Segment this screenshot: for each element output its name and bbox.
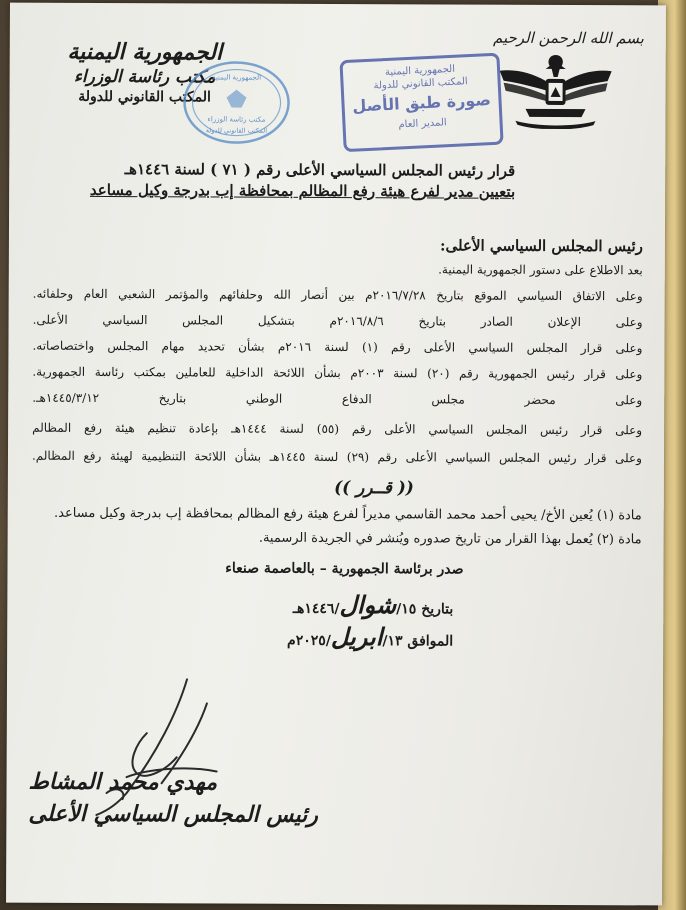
date-hijri-month: شوال xyxy=(339,590,397,620)
issued-at: صدر برئاسة الجمهورية – بالعاصمة صنعاء xyxy=(225,560,464,578)
eagle-emblem-icon xyxy=(495,47,615,130)
decree-title: قرار رئيس المجلس السياسي الأعلى رقم ( ٧١ ) لسنة ١٤٤٦هـ xyxy=(124,160,516,180)
certified-copy-stamp xyxy=(339,53,503,153)
date-gregorian xyxy=(287,622,453,652)
signatory-title: رئيس المجلس السياسي الأعلى xyxy=(28,800,318,828)
signatory-name: مهدي محمد المشاط xyxy=(28,768,218,796)
decree-subject: بتعيين مدير لفرع هيئة رفع المظالم بمحافظة إب بدرجة وكيل مساعد xyxy=(89,180,516,201)
decree-document xyxy=(6,3,666,906)
round-seal xyxy=(181,59,291,145)
stamp-line-office: المكتب القانوني للدولة xyxy=(373,76,468,92)
stamp-line-certified: صورة طبق الأصل xyxy=(351,90,492,116)
basmala: بسم الله الرحمن الرحيم xyxy=(493,28,644,48)
preamble-line: وعلى قرار رئيس المجلس السياسي الأعلى رقم (٢٩) لسنة ١٤٤٥هـ بشأن اللائحة التنظيمية لهيئة رفع المظالم. xyxy=(31,448,642,466)
header-legal-office: المكتب القانوني للدولة xyxy=(78,88,211,106)
header-office: مكتب رئاسة الوزراء xyxy=(73,66,216,88)
seal-text-bottom: المكتب القانوني للدولة xyxy=(205,126,268,135)
header-republic: الجمهورية اليمنية xyxy=(67,38,223,66)
preamble-line: بعد الاطلاع على دستور الجمهورية اليمنية. xyxy=(438,262,643,278)
seal-text-top: الجمهورية اليمنية xyxy=(212,73,262,82)
date-greg-suffix: /٢٠٢٥م xyxy=(287,632,331,649)
addressee: رئيس المجلس السياسي الأعلى: xyxy=(439,236,643,256)
date-hijri-suffix: /١٤٤٦هـ xyxy=(292,600,340,618)
date-greg-prefix: الموافق ١٣/ xyxy=(382,633,454,650)
date-hijri xyxy=(293,590,454,620)
preamble-line: وعلى الإعلان الصادر بتاريخ ٢٠١٦/٨/٦م بتشكيل المجلس السياسي الأعلى. xyxy=(32,312,643,330)
article-1: مادة (١) يُعين الأخ/ يحيى أحمد محمد القاسمي مديراً لفرع هيئة رفع المظالم بمحافظة إب بدرجة وكيل مساعد. xyxy=(54,505,642,524)
preamble-line: وعلى الاتفاق السياسي الموقع بتاريخ ٢٠١٦/٧/٢٨م بين أنصار الله وحلفائهم والمؤتمر الشعبي العام وحلفائه. xyxy=(32,286,643,304)
preamble-line: وعلى قرار المجلس السياسي الأعلى رقم (١) لسنة ٢٠١٦م بشأن تحديد مهام المجلس واختصاصاته. xyxy=(32,338,643,356)
preamble-line: وعلى قرار رئيس المجلس السياسي الأعلى رقم (٥٥) لسنة ١٤٤٤هـ بإعادة تنظيم هيئة رفع المظالم xyxy=(32,420,643,438)
stamp-line-republic: الجمهورية اليمنية xyxy=(384,63,456,79)
stamp-line-director: المدير العام xyxy=(398,117,447,131)
date-greg-month: ابريل xyxy=(330,621,383,652)
article-2: مادة (٢) يُعمل بهذا القرار من تاريخ صدوره ويُنشر في الجريدة الرسمية. xyxy=(258,530,642,548)
preamble-line: وعلى محضر مجلس الدفاع الوطني بتاريخ ١٤٤٥/٣/١٢هـ. xyxy=(32,390,643,408)
decree-word: (( قــرر )) xyxy=(334,477,414,499)
preamble-line: وعلى قرار رئيس الجمهورية رقم (٢٠) لسنة ٢٠٠٣م بشأن اللائحة الداخلية للعاملين بمكتب رئاسة الجمهورية. xyxy=(32,364,643,382)
date-hijri-prefix: بتاريخ ١٥/ xyxy=(396,601,454,618)
seal-text-middle: مكتب رئاسة الوزراء xyxy=(207,115,266,124)
